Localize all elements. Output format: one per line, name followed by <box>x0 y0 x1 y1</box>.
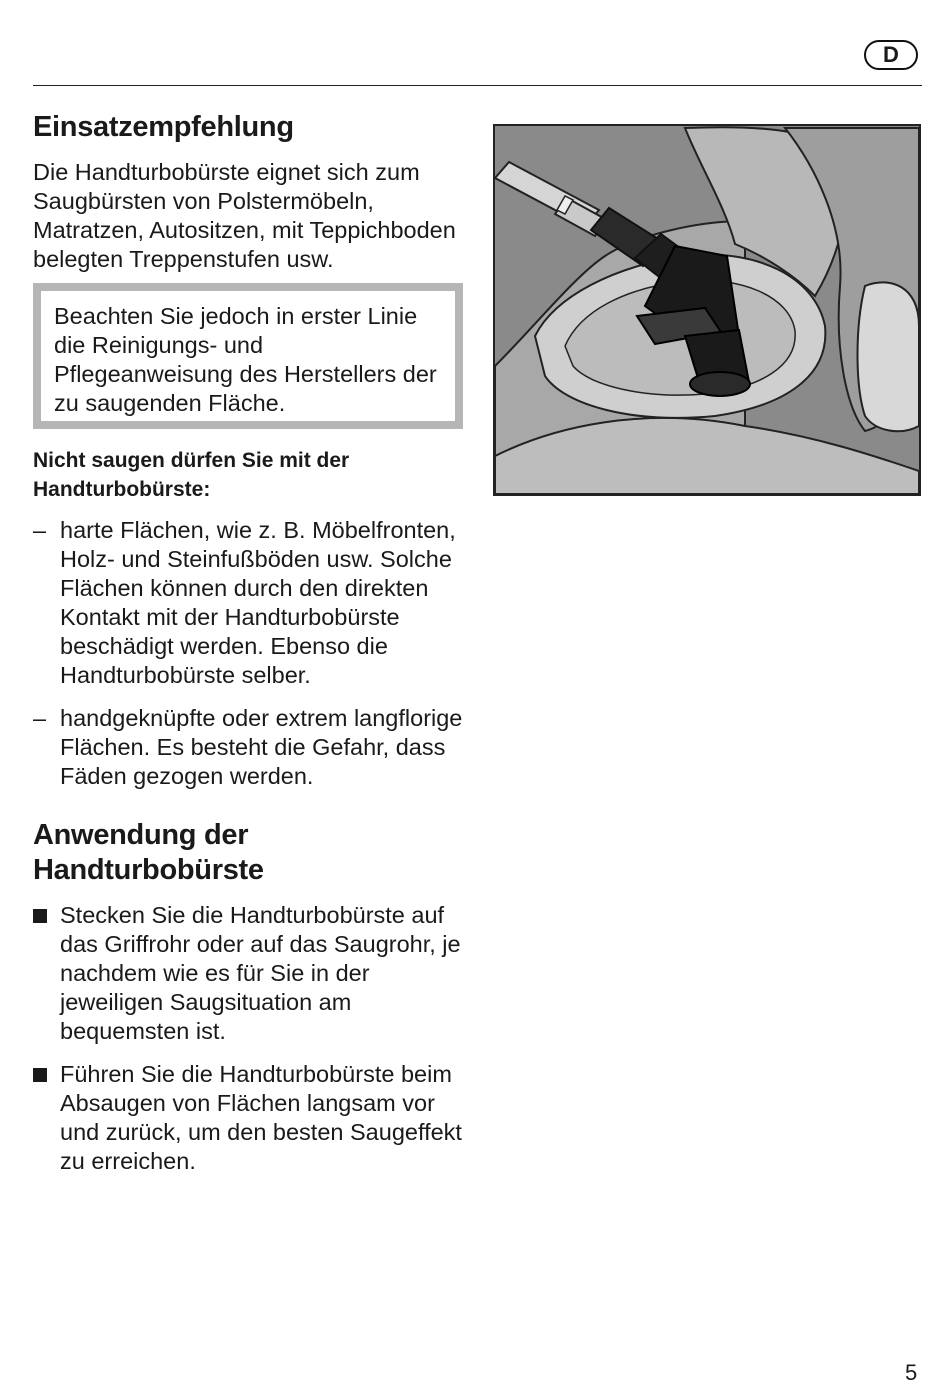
prohibited-heading: Nicht saugen dürfen Sie mit der Handturbobürste: <box>33 449 350 501</box>
square-bullet-icon <box>33 1068 47 1082</box>
square-bullet-icon <box>33 909 47 923</box>
language-badge: D <box>864 40 918 70</box>
list-item-text: handgeknüpfte oder extrem langflorige Flächen. Es besteht die Gefahr, dass Fäden gezogen werden. <box>60 705 463 789</box>
list-item <box>33 901 465 1046</box>
page-number: 5 <box>905 1360 918 1385</box>
dash-marker: – <box>33 517 47 543</box>
list-item <box>33 704 465 791</box>
prohibited-list <box>33 516 465 791</box>
list-item-text: harte Flächen, wie z. B. Möbelfronten, Holz- und Steinfußböden usw. Solche Flächen können durch den direkten Kontakt mit der Handturbobürste beschädigt werden. Ebenso die Handturbobürste selber. <box>60 517 456 688</box>
illustration-drawing <box>495 126 919 494</box>
section-heading-application: Anwendung der Handturbobürste <box>33 819 264 886</box>
section-heading-usage: Einsatzempfehlung <box>33 111 294 143</box>
list-item-text: Führen Sie die Handturbobürste beim Absaugen von Flächen langsam vor und zurück, um den besten Saugeffekt zu erreichen. <box>60 1061 462 1174</box>
turbo-brush-illustration <box>493 124 921 496</box>
list-item <box>33 1060 465 1176</box>
header-rule <box>33 85 922 86</box>
intro-paragraph: Die Handturbobürste eignet sich zum Saugbürsten von Polstermöbeln, Matratzen, Autositzen, mit Teppichboden belegten Treppenstufen usw. <box>33 159 456 272</box>
list-item <box>33 516 465 690</box>
notice-text: Beachten Sie jedoch in erster Linie die Reinigungs- und Pflegeanweisung des Herstellers der zu saugenden Fläche. <box>54 303 437 416</box>
notice-box <box>33 283 463 429</box>
list-item-text: Stecken Sie die Handturbobürste auf das Griffrohr oder auf das Saugrohr, je nachdem wie es für Sie in der jeweiligen Saugsituation am bequemsten ist. <box>60 902 461 1044</box>
application-steps <box>33 901 465 1176</box>
dash-marker: – <box>33 705 47 731</box>
